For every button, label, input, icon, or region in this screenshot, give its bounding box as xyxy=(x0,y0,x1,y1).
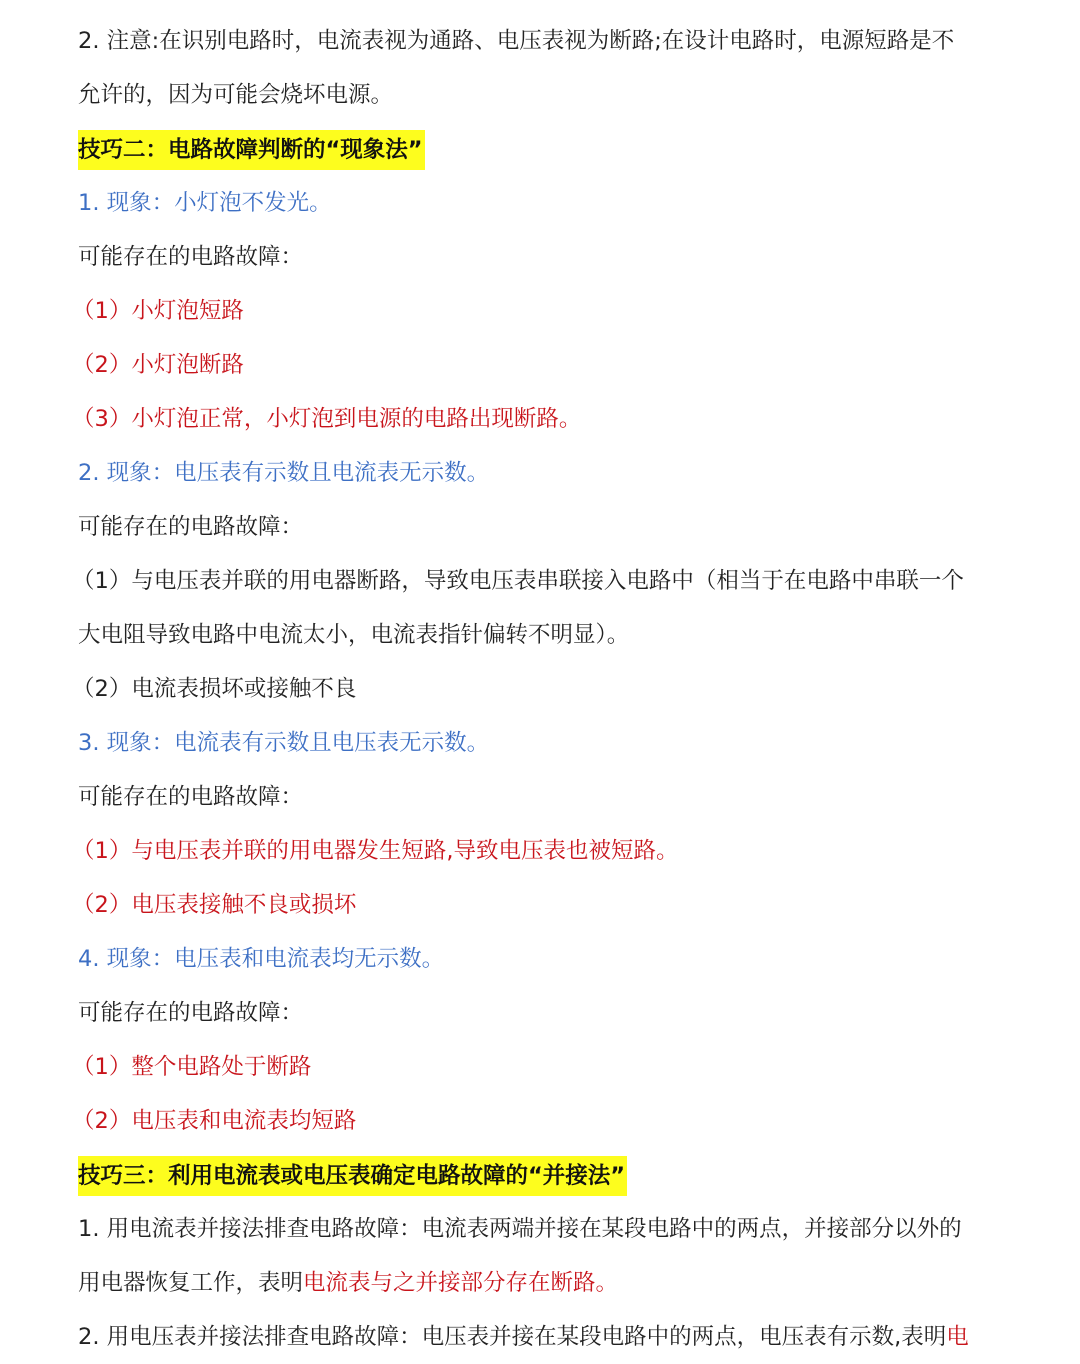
phenomenon-1-fault-1: （1）小灯泡短路 xyxy=(72,298,244,324)
technique-1-line-1: 1. 用电流表并接法排查电路故障：电流表两端并接在某段电路中的两点，并接部分以外的 xyxy=(78,1216,962,1242)
phenomenon-3-fault-1: （1）与电压表并联的用电器发生短路,导致电压表也被短路。 xyxy=(72,838,679,864)
phenomenon-1-fault-3: （3）小灯泡正常，小灯泡到电源的电路出现断路。 xyxy=(72,406,582,432)
phenomenon-2-fault-2: （2）电流表损坏或接触不良 xyxy=(72,676,357,702)
phenomenon-3-faults-label: 可能存在的电路故障： xyxy=(78,784,304,810)
phenomenon-4-fault-1: （1）整个电路处于断路 xyxy=(72,1054,312,1080)
section-heading-3: 技巧三：利用电流表或电压表确定电路故障的“并接法” xyxy=(78,1156,627,1196)
technique-2-conclusion-start: 电 xyxy=(946,1324,969,1350)
phenomenon-3-fault-2: （2）电压表接触不良或损坏 xyxy=(72,892,357,918)
phenomenon-2-title: 2. 现象：电压表有示数且电流表无示数。 xyxy=(78,460,490,486)
phenomenon-1-title: 1. 现象：小灯泡不发光。 xyxy=(78,190,332,216)
section-heading-3-row xyxy=(78,1148,1008,1202)
document-body xyxy=(72,14,1008,1364)
technique-2-line-1 xyxy=(78,1310,1008,1364)
technique-1-line-2 xyxy=(78,1256,1008,1310)
technique-2-line-1-text: 2. 用电压表并接法排查电路故障：电压表并接在某段电路中的两点，电压表有示数,表明 xyxy=(78,1324,947,1350)
technique-1-conclusion: 电流表与之并接部分存在断路。 xyxy=(303,1270,619,1296)
phenomenon-4-faults-label: 可能存在的电路故障： xyxy=(78,1000,304,1026)
phenomenon-4-fault-2: （2）电压表和电流表均短路 xyxy=(72,1108,357,1134)
phenomenon-2-faults-label: 可能存在的电路故障： xyxy=(78,514,304,540)
phenomenon-4-title: 4. 现象：电压表和电流表均无示数。 xyxy=(78,946,445,972)
technique-1-line-2-text: 用电器恢复工作，表明 xyxy=(78,1270,304,1296)
section-heading-2: 技巧二：电路故障判断的“现象法” xyxy=(78,130,425,170)
phenomenon-1-faults-label: 可能存在的电路故障： xyxy=(78,244,304,270)
phenomenon-1-fault-2: （2）小灯泡断路 xyxy=(72,352,244,378)
note-line-1: 2. 注意:在识别电路时，电流表视为通路、电压表视为断路;在设计电路时，电源短路是不 xyxy=(78,28,955,54)
phenomenon-3-title: 3. 现象：电流表有示数且电压表无示数。 xyxy=(78,730,490,756)
phenomenon-2-fault-1-line-1: （1）与电压表并联的用电器断路，导致电压表串联接入电路中（相当于在电路中串联一个 xyxy=(72,568,964,594)
section-heading-2-row xyxy=(78,122,1008,176)
note-line-2: 允许的，因为可能会烧坏电源。 xyxy=(78,82,394,108)
phenomenon-2-fault-1-line-2: 大电阻导致电路中电流太小，电流表指针偏转不明显）。 xyxy=(78,622,630,648)
